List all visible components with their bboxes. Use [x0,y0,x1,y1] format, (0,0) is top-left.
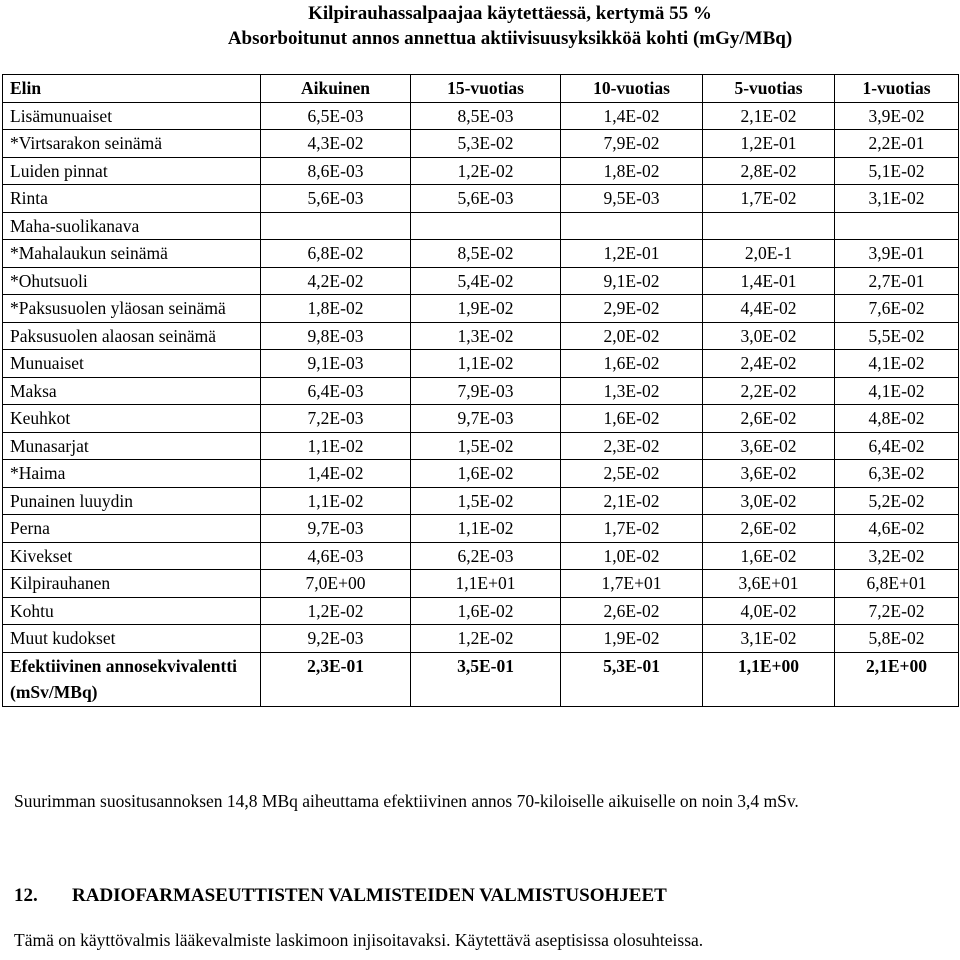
dose-value-cell: 9,8E-03 [261,322,411,350]
dose-value-cell: 2,0E-02 [561,322,703,350]
organ-cell: *Haima [3,460,261,488]
dose-value-cell: 3,1E-02 [703,625,835,653]
table-row [3,295,959,323]
effective-dose-value: 2,3E-01 [261,652,411,706]
dose-value-cell: 4,2E-02 [261,267,411,295]
dose-value-cell: 6,3E-02 [835,460,959,488]
dose-value-cell: 4,0E-02 [703,597,835,625]
dose-value-cell: 1,5E-02 [411,487,561,515]
dose-value-cell [411,212,561,240]
dose-value-cell: 3,9E-02 [835,102,959,130]
dose-value-cell: 2,1E-02 [561,487,703,515]
dose-value-cell: 2,2E-02 [703,377,835,405]
column-header: 10-vuotias [561,75,703,103]
dose-value-cell: 5,6E-03 [411,185,561,213]
table-header-row [3,75,959,103]
effective-dose-label: Efektiivinen annosekvivalentti (mSv/MBq) [3,652,261,706]
dose-value-cell: 4,6E-03 [261,542,411,570]
dose-value-cell: 8,5E-02 [411,240,561,268]
dose-value-cell: 1,5E-02 [411,432,561,460]
dose-value-cell: 2,3E-02 [561,432,703,460]
effective-dose-value: 3,5E-01 [411,652,561,706]
dose-value-cell: 6,8E-02 [261,240,411,268]
dose-value-cell: 6,4E-03 [261,377,411,405]
dose-value-cell: 2,8E-02 [703,157,835,185]
dose-value-cell: 1,6E-02 [561,405,703,433]
table-row [3,542,959,570]
effective-dose-row [3,652,959,706]
organ-cell: Maksa [3,377,261,405]
dose-value-cell: 8,5E-03 [411,102,561,130]
table-row [3,322,959,350]
dose-value-cell: 1,2E-01 [703,130,835,158]
effective-dose-note: Suurimman suositusannoksen 14,8 MBq aiheuttama efektiivinen annos 70-kiloiselle aikuiselle on noin 3,4 mSv. [14,791,799,811]
dose-value-cell: 1,3E-02 [411,322,561,350]
dose-value-cell: 1,4E-02 [261,460,411,488]
section-number: 12. [14,885,38,906]
dose-value-cell: 3,0E-02 [703,487,835,515]
organ-cell: Kivekset [3,542,261,570]
dose-value-cell: 3,6E-02 [703,432,835,460]
section-heading [14,885,667,907]
table-row [3,487,959,515]
column-header: Aikuinen [261,75,411,103]
organ-cell: Lisämunuaiset [3,102,261,130]
dose-value-cell: 7,9E-02 [561,130,703,158]
dose-value-cell: 4,6E-02 [835,515,959,543]
dose-value-cell: 3,6E-02 [703,460,835,488]
section-title: RADIOFARMASEUTTISTEN VALMISTEIDEN VALMISTUSOHJEET [72,885,667,906]
dose-value-cell: 1,6E-02 [561,350,703,378]
organ-cell: Kilpirauhanen [3,570,261,598]
dose-value-cell: 7,0E+00 [261,570,411,598]
table-title: Kilpirauhassalpaajaa käytettäessä, kertymä 55 % [308,3,712,24]
dose-value-cell: 6,8E+01 [835,570,959,598]
effective-dose-value: 1,1E+00 [703,652,835,706]
dose-value-cell: 1,7E-02 [561,515,703,543]
dose-value-cell: 6,2E-03 [411,542,561,570]
dose-value-cell: 2,2E-01 [835,130,959,158]
table-row [3,267,959,295]
dose-value-cell: 2,6E-02 [703,405,835,433]
dose-value-cell: 1,1E-02 [261,487,411,515]
effective-dose-value: 2,1E+00 [835,652,959,706]
absorbed-dose-table [2,74,959,707]
dose-value-cell: 2,5E-02 [561,460,703,488]
dose-value-cell: 1,4E-01 [703,267,835,295]
column-header: 15-vuotias [411,75,561,103]
organ-cell: Punainen luuydin [3,487,261,515]
dose-value-cell: 1,2E-01 [561,240,703,268]
dose-value-cell: 9,1E-03 [261,350,411,378]
dose-value-cell: 7,9E-03 [411,377,561,405]
dose-value-cell: 5,5E-02 [835,322,959,350]
table-row [3,405,959,433]
column-header: 1-vuotias [835,75,959,103]
dose-value-cell: 1,6E-02 [411,460,561,488]
dose-value-cell: 4,3E-02 [261,130,411,158]
organ-cell: *Virtsarakon seinämä [3,130,261,158]
dose-value-cell: 1,4E-02 [561,102,703,130]
organ-cell: Perna [3,515,261,543]
dose-value-cell: 2,1E-02 [703,102,835,130]
dose-value-cell: 1,6E-02 [411,597,561,625]
dose-value-cell: 4,4E-02 [703,295,835,323]
dose-value-cell: 2,0E-1 [703,240,835,268]
dose-value-cell: 5,8E-02 [835,625,959,653]
dose-value-cell: 1,7E+01 [561,570,703,598]
table-row [3,625,959,653]
table-row [3,597,959,625]
table-row [3,432,959,460]
dose-value-cell [703,212,835,240]
organ-cell: Keuhkot [3,405,261,433]
dose-value-cell: 2,4E-02 [703,350,835,378]
dose-value-cell: 1,0E-02 [561,542,703,570]
dose-value-cell: 5,2E-02 [835,487,959,515]
dose-value-cell: 4,8E-02 [835,405,959,433]
dose-value-cell: 1,3E-02 [561,377,703,405]
dose-value-cell: 9,7E-03 [411,405,561,433]
dose-value-cell: 1,7E-02 [703,185,835,213]
dose-value-cell: 3,0E-02 [703,322,835,350]
dose-value-cell: 1,9E-02 [411,295,561,323]
table-row [3,570,959,598]
column-header: 5-vuotias [703,75,835,103]
dose-value-cell: 7,2E-02 [835,597,959,625]
organ-cell: Maha-suolikanava [3,212,261,240]
dose-value-cell: 9,1E-02 [561,267,703,295]
table-row [3,157,959,185]
table-row [3,185,959,213]
table-row [3,240,959,268]
column-header: Elin [3,75,261,103]
organ-cell: Luiden pinnat [3,157,261,185]
dose-value-cell: 3,2E-02 [835,542,959,570]
dose-value-cell: 1,2E-02 [411,625,561,653]
dose-value-cell: 2,6E-02 [561,597,703,625]
dose-value-cell: 1,8E-02 [561,157,703,185]
dose-value-cell: 5,6E-03 [261,185,411,213]
dose-value-cell: 5,1E-02 [835,157,959,185]
table-row [3,460,959,488]
dose-value-cell: 3,1E-02 [835,185,959,213]
table-row [3,130,959,158]
dose-value-cell: 1,6E-02 [703,542,835,570]
dose-value-cell: 3,9E-01 [835,240,959,268]
dose-value-cell: 6,4E-02 [835,432,959,460]
dose-value-cell: 7,6E-02 [835,295,959,323]
dose-value-cell [261,212,411,240]
dose-value-cell [561,212,703,240]
dose-value-cell: 1,1E-02 [411,350,561,378]
dose-value-cell: 1,2E-02 [411,157,561,185]
dose-value-cell: 5,4E-02 [411,267,561,295]
dose-value-cell [835,212,959,240]
table-body [3,102,959,706]
dose-value-cell: 4,1E-02 [835,350,959,378]
preparation-text: Tämä on käyttövalmis lääkevalmiste laskimoon injisoitavaksi. Käytettävä aseptisissa olosuhteissa. [14,930,704,950]
table-row [3,102,959,130]
dose-value-cell: 8,6E-03 [261,157,411,185]
dose-value-cell: 1,1E-02 [261,432,411,460]
dose-value-cell: 6,5E-03 [261,102,411,130]
effective-dose-value: 5,3E-01 [561,652,703,706]
table-row [3,212,959,240]
dose-value-cell: 1,8E-02 [261,295,411,323]
dose-value-cell: 2,7E-01 [835,267,959,295]
dose-value-cell: 2,6E-02 [703,515,835,543]
table-row [3,350,959,378]
organ-cell: Munuaiset [3,350,261,378]
dose-value-cell: 1,1E+01 [411,570,561,598]
organ-cell: Munasarjat [3,432,261,460]
dose-value-cell: 1,9E-02 [561,625,703,653]
organ-cell: *Ohutsuoli [3,267,261,295]
table-subtitle: Absorboitunut annos annettua aktiivisuusyksikköä kohti (mGy/MBq) [227,28,793,49]
dose-value-cell: 1,2E-02 [261,597,411,625]
table-row [3,377,959,405]
dose-value-cell: 3,6E+01 [703,570,835,598]
dose-value-cell: 1,1E-02 [411,515,561,543]
dose-value-cell: 4,1E-02 [835,377,959,405]
dose-value-cell: 5,3E-02 [411,130,561,158]
dose-value-cell: 9,7E-03 [261,515,411,543]
organ-cell: *Paksusuolen yläosan seinämä [3,295,261,323]
organ-cell: Rinta [3,185,261,213]
organ-cell: Paksusuolen alaosan seinämä [3,322,261,350]
dose-value-cell: 7,2E-03 [261,405,411,433]
organ-cell: Kohtu [3,597,261,625]
organ-cell: *Mahalaukun seinämä [3,240,261,268]
table-row [3,515,959,543]
dose-value-cell: 2,9E-02 [561,295,703,323]
dose-value-cell: 9,2E-03 [261,625,411,653]
dose-value-cell: 9,5E-03 [561,185,703,213]
organ-cell: Muut kudokset [3,625,261,653]
